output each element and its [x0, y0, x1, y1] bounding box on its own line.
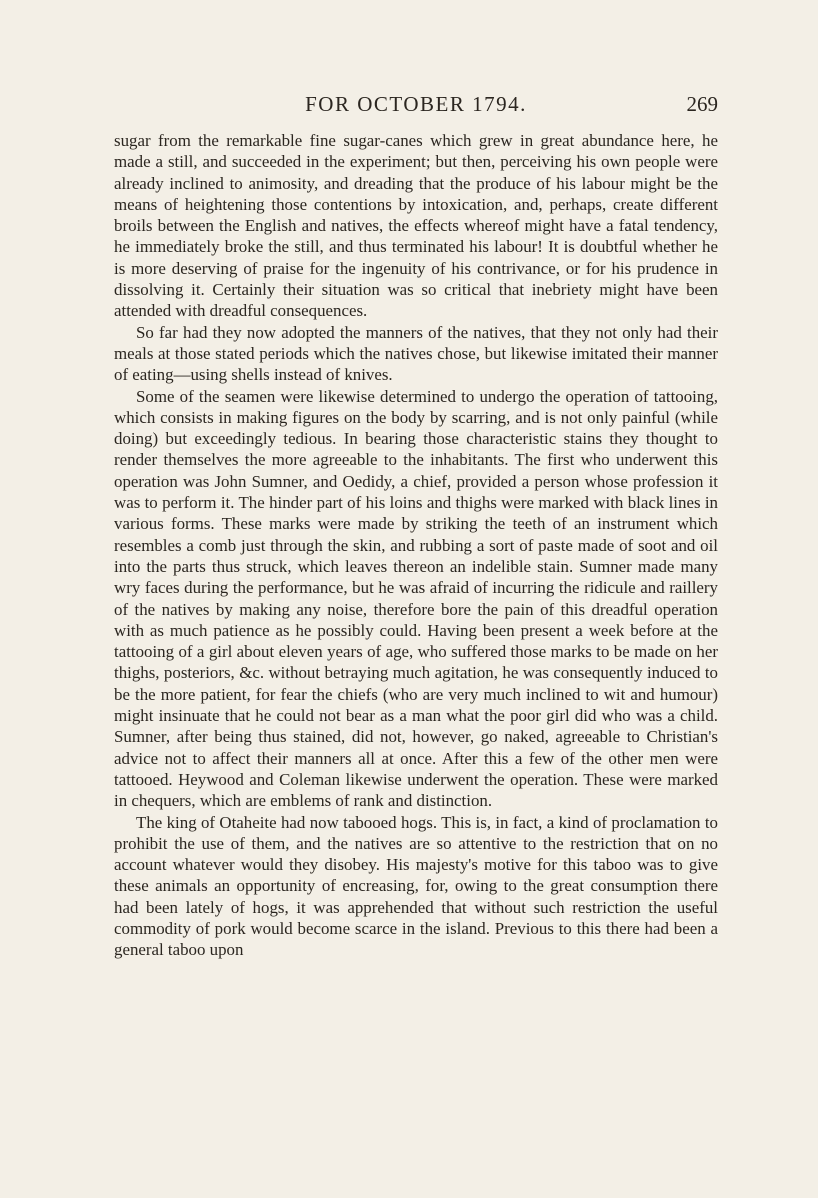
page-number: 269: [686, 92, 718, 116]
paragraph-4: The king of Otaheite had now tabooed hogs. This is, in fact, a kind of proclamation to prohibit the use of them, and the natives are so attentive to the restriction that on no account whatever would they disobey. His majesty's motive for this taboo was to give these animals an opportunity of encreasing, for, owing to the great consumption there had been lately of hogs, it was apprehended that without such restriction the useful commodity of pork would become scarce in the island. Previous to this there had been a general taboo upon: [114, 812, 718, 960]
paragraph-2: So far had they now adopted the manners of the natives, that they not only had their meals at those stated periods which the natives chose, but likewise imitated their manner of eating—using shells instead of knives.: [114, 322, 718, 385]
paragraph-1: sugar from the remarkable fine sugar-canes which grew in great abundance here, he made a still, and succeeded in the experiment; but then, perceiving his own people were already inclined to animosity, and dreading that the produce of his labour might be the means of heightening those contentions by intoxication, and, perhaps, create different broils between the English and natives, the effects whereof might have a fatal tendency, he immediately broke the still, and thus terminated his labour! It is doubtful whether he is more deserving of praise for the ingenuity of his contrivance, or for his prudence in dissolving it. Certainly their situation was so critical that inebriety might have been attended with dreadful consequences.: [114, 131, 718, 321]
page-header: [114, 92, 718, 122]
paragraph-3: Some of the seamen were likewise determined to undergo the operation of tattooing, which consists in making figures on the body by scarring, and is not only painful (while doing) but exceedingly tedious. In bearing those characteristic stains they thought to render themselves the more agreeable to the inhabitants. The first who underwent this operation was John Sumner, and Oedidy, a chief, provided a person whose profession it was to perform it. The hinder part of his loins and thighs were marked with black lines in various forms. These marks were made by striking the teeth of an instrument which resembles a comb just through the skin, and rubbing a sort of paste made of soot and oil into the parts thus struck, which leaves thereon an indelible stain. Sumner made many wry faces during the performance, but he was afraid of incurring the ridicule and raillery of the natives by making any noise, therefore bore the pain of this dreadful operation with as much patience as he possibly could. Having been present a week before at the tattooing of a girl about eleven years of age, who suffered those marks to be made on her thighs, posteriors, &c. without betraying much agitation, he was consequently induced to be the more patient, for fear the chiefs (who are very much inclined to wit and humour) might insinuate that he could not bear as a man what the poor girl did who was a child. Sumner, after being thus stained, did not, however, go naked, agreeable to Christian's advice not to affect their manners all at once. After this a few of the other men were tattooed. Heywood and Coleman likewise underwent the operation. These were marked in chequers, which are emblems of rank and distinction.: [114, 386, 718, 811]
body-text: [114, 130, 718, 961]
running-head: FOR OCTOBER 1794.: [305, 92, 527, 116]
